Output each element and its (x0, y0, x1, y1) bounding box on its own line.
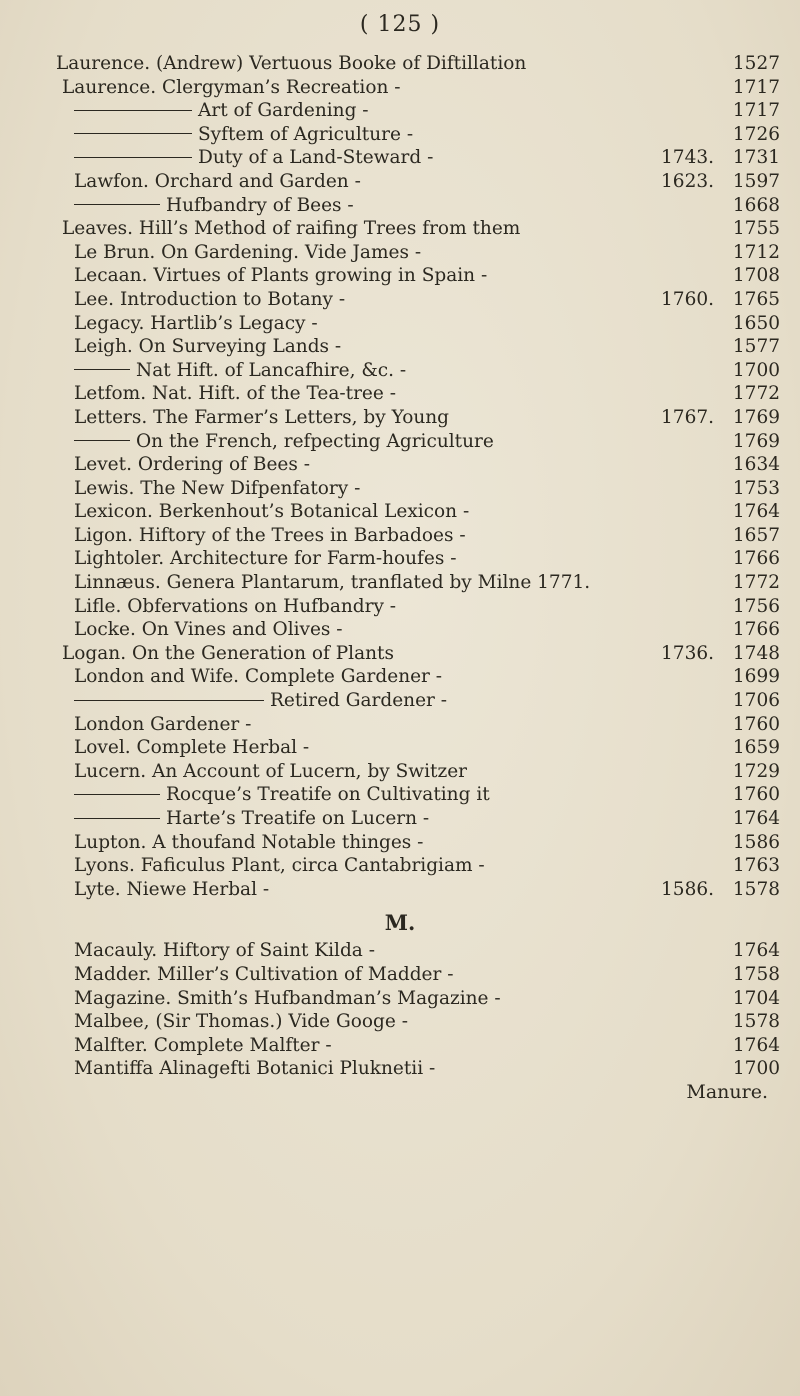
index-entry (0, 146, 800, 170)
entry-text (74, 854, 485, 878)
entry-text (74, 500, 469, 524)
entry-year: 1758 (732, 963, 780, 985)
index-entry (0, 878, 800, 902)
entry-title: Rocque’s Treatife on Cultivating it (166, 784, 490, 806)
entry-text (74, 170, 361, 194)
index-entry (0, 382, 800, 406)
entry-title: Nat Hift. of Lancafhire, &c. - (136, 359, 407, 381)
entry-title: Lecaan. Virtues of Plants growing in Spain - (74, 265, 488, 287)
entry-year: 1578 (732, 878, 780, 900)
entry-text (74, 689, 447, 713)
entry-title: Madder. Miller’s Cultivation of Madder - (74, 963, 454, 985)
entry-year: 1763 (732, 855, 780, 877)
index-entry (0, 477, 800, 501)
entry-year: 1659 (732, 737, 780, 759)
entry-text (74, 987, 501, 1011)
index-entry (0, 618, 800, 642)
entry-text (62, 217, 520, 241)
index-entry (0, 406, 800, 430)
index-entry (0, 335, 800, 359)
catchword-row (0, 1081, 800, 1105)
ditto-rule (74, 700, 264, 701)
entry-text (74, 123, 413, 147)
entry-year: 1699 (732, 666, 780, 688)
ditto-rule (74, 440, 130, 441)
entry-text (74, 453, 310, 477)
entry-text (74, 312, 318, 336)
entry-text (74, 736, 309, 760)
entry-title: Lovel. Complete Herbal - (74, 737, 310, 759)
index-entry (0, 430, 800, 454)
entry-year: 1731 (732, 147, 780, 169)
entry-title: On the French, refpecting Agriculture (136, 430, 494, 452)
entry-text (74, 430, 494, 454)
index-entry (0, 642, 800, 666)
section-heading-m: M. (384, 910, 416, 936)
index-entry (0, 854, 800, 878)
index-entry (0, 241, 800, 265)
entry-title: Macauly. Hiftory of Saint Kilda - (74, 940, 375, 962)
entry-title: Lupton. A thoufand Notable thinges - (74, 831, 424, 853)
entry-title: Letters. The Farmer’s Letters, by Young (74, 406, 450, 428)
index-entry (0, 595, 800, 619)
entry-title: Leaves. Hill’s Method of raifing Trees from them (62, 218, 521, 240)
entry-alt-year: 1743. (661, 147, 714, 169)
entry-title: Mantiffa Alinagefti Botanici Pluknetii - (74, 1058, 436, 1080)
entry-text (74, 288, 345, 312)
entry-year: 1748 (732, 642, 780, 664)
entry-title: Laurence. (Andrew) Vertuous Booke of Diftillation (56, 53, 527, 74)
entry-title: Lexicon. Berkenhout’s Botanical Lexicon - (74, 501, 470, 523)
entry-year: 1634 (732, 454, 780, 476)
index-entry (0, 500, 800, 524)
entry-text (74, 359, 406, 383)
index-entry (0, 939, 800, 963)
index-entry (0, 217, 800, 241)
entry-year: 1650 (732, 312, 780, 334)
entry-year: 1704 (732, 987, 780, 1009)
entry-year: 1706 (732, 690, 780, 712)
entry-text (74, 382, 396, 406)
entry-year: 1764 (732, 1034, 780, 1056)
entry-text (74, 1057, 435, 1081)
index-entry (0, 807, 800, 831)
entry-title: Magazine. Smith’s Hufbandman’s Magazine - (74, 987, 501, 1009)
entry-year: 1577 (732, 336, 780, 358)
entry-year: 1597 (732, 170, 780, 192)
entry-text (74, 1010, 408, 1034)
entry-title: Duty of a Land-Steward - (198, 147, 434, 169)
entry-text (56, 52, 526, 76)
entry-title: Malfter. Complete Malfter - (74, 1034, 332, 1056)
entry-year: 1729 (732, 760, 780, 782)
entry-text (74, 335, 341, 359)
entry-text (74, 760, 467, 784)
entry-year: 1765 (732, 288, 780, 310)
index-entry (0, 359, 800, 383)
index-entry (0, 987, 800, 1011)
entry-title: Retired Gardener - (270, 690, 448, 712)
entry-text (74, 1034, 332, 1058)
ditto-rule (74, 157, 192, 158)
entry-year: 1766 (732, 548, 780, 570)
ditto-rule (74, 204, 160, 205)
entry-text (74, 939, 375, 963)
entry-title: Lifle. Obfervations on Hufbandry - (74, 595, 397, 617)
index-entry (0, 1034, 800, 1058)
index-entry (0, 963, 800, 987)
entry-text (62, 642, 394, 666)
index-entry (0, 453, 800, 477)
entry-year: 1527 (732, 53, 780, 74)
entry-text (74, 665, 442, 689)
entry-title: Linnæus. Genera Plantarum, tranflated by Milne 1771. (74, 572, 591, 594)
ditto-rule (74, 110, 192, 111)
entry-year: 1717 (732, 76, 780, 98)
entry-year: 1760 (732, 713, 780, 735)
entry-year: 1766 (732, 619, 780, 641)
entry-title: Logan. On the Generation of Plants (62, 642, 394, 664)
entry-title: Malbee, (Sir Thomas.) Vide Googe - (74, 1011, 408, 1033)
entry-title: Lightoler. Architecture for Farm-houfes - (74, 548, 457, 570)
entry-text (74, 194, 354, 218)
entry-text (74, 807, 429, 831)
entry-title: London Gardener - (74, 713, 252, 735)
index-entry (0, 760, 800, 784)
entry-title: Lyte. Niewe Herbal - (74, 878, 270, 900)
index-entry (0, 689, 800, 713)
entry-text (74, 406, 449, 430)
entry-year: 1764 (732, 808, 780, 829)
index-entry (0, 312, 800, 336)
ditto-rule (74, 794, 160, 795)
index-entry (0, 52, 800, 76)
entry-year: 1668 (732, 194, 780, 216)
page-number: ( 125 ) (359, 12, 441, 37)
entry-title: Laurence. Clergyman’s Recreation - (62, 76, 401, 98)
index-entry (0, 288, 800, 312)
entry-title: Hufbandry of Bees - (166, 194, 354, 216)
entry-title: Le Brun. On Gardening. Vide James - (74, 241, 422, 263)
entry-text (74, 783, 490, 807)
entry-text (74, 264, 487, 288)
entry-year: 1586 (732, 831, 780, 853)
entry-year: 1760 (732, 784, 780, 806)
entry-alt-year: 1623. (661, 170, 714, 192)
entry-year: 1578 (732, 1011, 780, 1033)
entry-year: 1756 (732, 595, 780, 617)
index-entry (0, 736, 800, 760)
entry-title: Lawfon. Orchard and Garden - (74, 170, 361, 192)
entry-text (74, 571, 590, 595)
entry-year: 1712 (732, 241, 780, 263)
entry-year: 1755 (732, 218, 780, 240)
entry-year: 1769 (732, 406, 780, 428)
entry-alt-year: 1767. (661, 406, 714, 428)
entry-text (74, 146, 433, 170)
entry-year: 1753 (732, 477, 780, 499)
entry-text (74, 477, 360, 501)
entry-alt-year: 1760. (661, 288, 714, 310)
entry-title: Legacy. Hartlib’s Legacy - (74, 312, 318, 334)
entry-year: 1769 (732, 430, 780, 452)
entry-text (74, 99, 369, 123)
index-entry (0, 194, 800, 218)
entry-title: Lewis. The New Difpenfatory - (74, 477, 361, 499)
entry-title: Ligon. Hiftory of the Trees in Barbadoes - (74, 524, 466, 546)
index-entry (0, 713, 800, 737)
entries-m (0, 939, 800, 1081)
entry-year: 1764 (732, 940, 780, 962)
index-entry (0, 123, 800, 147)
index-entry (0, 76, 800, 100)
entry-year: 1700 (732, 1058, 780, 1080)
entry-text (62, 76, 401, 100)
ditto-rule (74, 369, 130, 370)
index-entry (0, 665, 800, 689)
entry-alt-year: 1736. (661, 642, 714, 664)
entry-text (74, 878, 269, 902)
entry-title: Harte’s Treatife on Lucern - (166, 808, 430, 829)
entry-year: 1717 (732, 100, 780, 122)
entry-title: London and Wife. Complete Gardener - (74, 666, 443, 688)
index-entries (0, 52, 800, 1105)
index-entry (0, 170, 800, 194)
entry-text (74, 241, 421, 265)
entry-year: 1772 (732, 383, 780, 405)
ditto-rule (74, 133, 192, 134)
entry-text (74, 618, 343, 642)
entry-year: 1726 (732, 123, 780, 145)
entry-text (74, 595, 396, 619)
index-entry (0, 831, 800, 855)
entry-title: Lee. Introduction to Botany - (74, 288, 346, 310)
entry-year: 1708 (732, 265, 780, 287)
index-entry (0, 264, 800, 288)
entry-text (74, 547, 456, 571)
index-entry (0, 571, 800, 595)
index-entry (0, 1010, 800, 1034)
entry-title: Levet. Ordering of Bees - (74, 454, 311, 476)
entry-title: Syftem of Agriculture - (198, 123, 414, 145)
entry-year: 1772 (732, 572, 780, 594)
entry-title: Leigh. On Surveying Lands - (74, 336, 342, 358)
entries-l (0, 52, 800, 901)
entry-text (74, 524, 466, 548)
entry-year: 1764 (732, 501, 780, 523)
entry-year: 1657 (732, 524, 780, 546)
catchword: Manure. (686, 1080, 768, 1103)
index-entry (0, 547, 800, 571)
entry-title: Letfom. Nat. Hift. of the Tea-tree - (74, 383, 396, 405)
entry-title: Lyons. Faficulus Plant, circa Cantabrigiam - (74, 855, 485, 877)
index-entry (0, 524, 800, 548)
entry-text (74, 963, 453, 987)
entry-year: 1700 (732, 359, 780, 381)
entry-title: Art of Gardening - (198, 100, 369, 122)
entry-alt-year: 1586. (661, 878, 714, 900)
entry-title: Lucern. An Account of Lucern, by Switzer (74, 760, 468, 782)
entry-title: Locke. On Vines and Olives - (74, 619, 343, 641)
ditto-rule (74, 818, 160, 819)
index-entry (0, 783, 800, 807)
index-entry (0, 1057, 800, 1081)
index-entry (0, 99, 800, 123)
entry-text (74, 831, 423, 855)
entry-text (74, 713, 251, 737)
